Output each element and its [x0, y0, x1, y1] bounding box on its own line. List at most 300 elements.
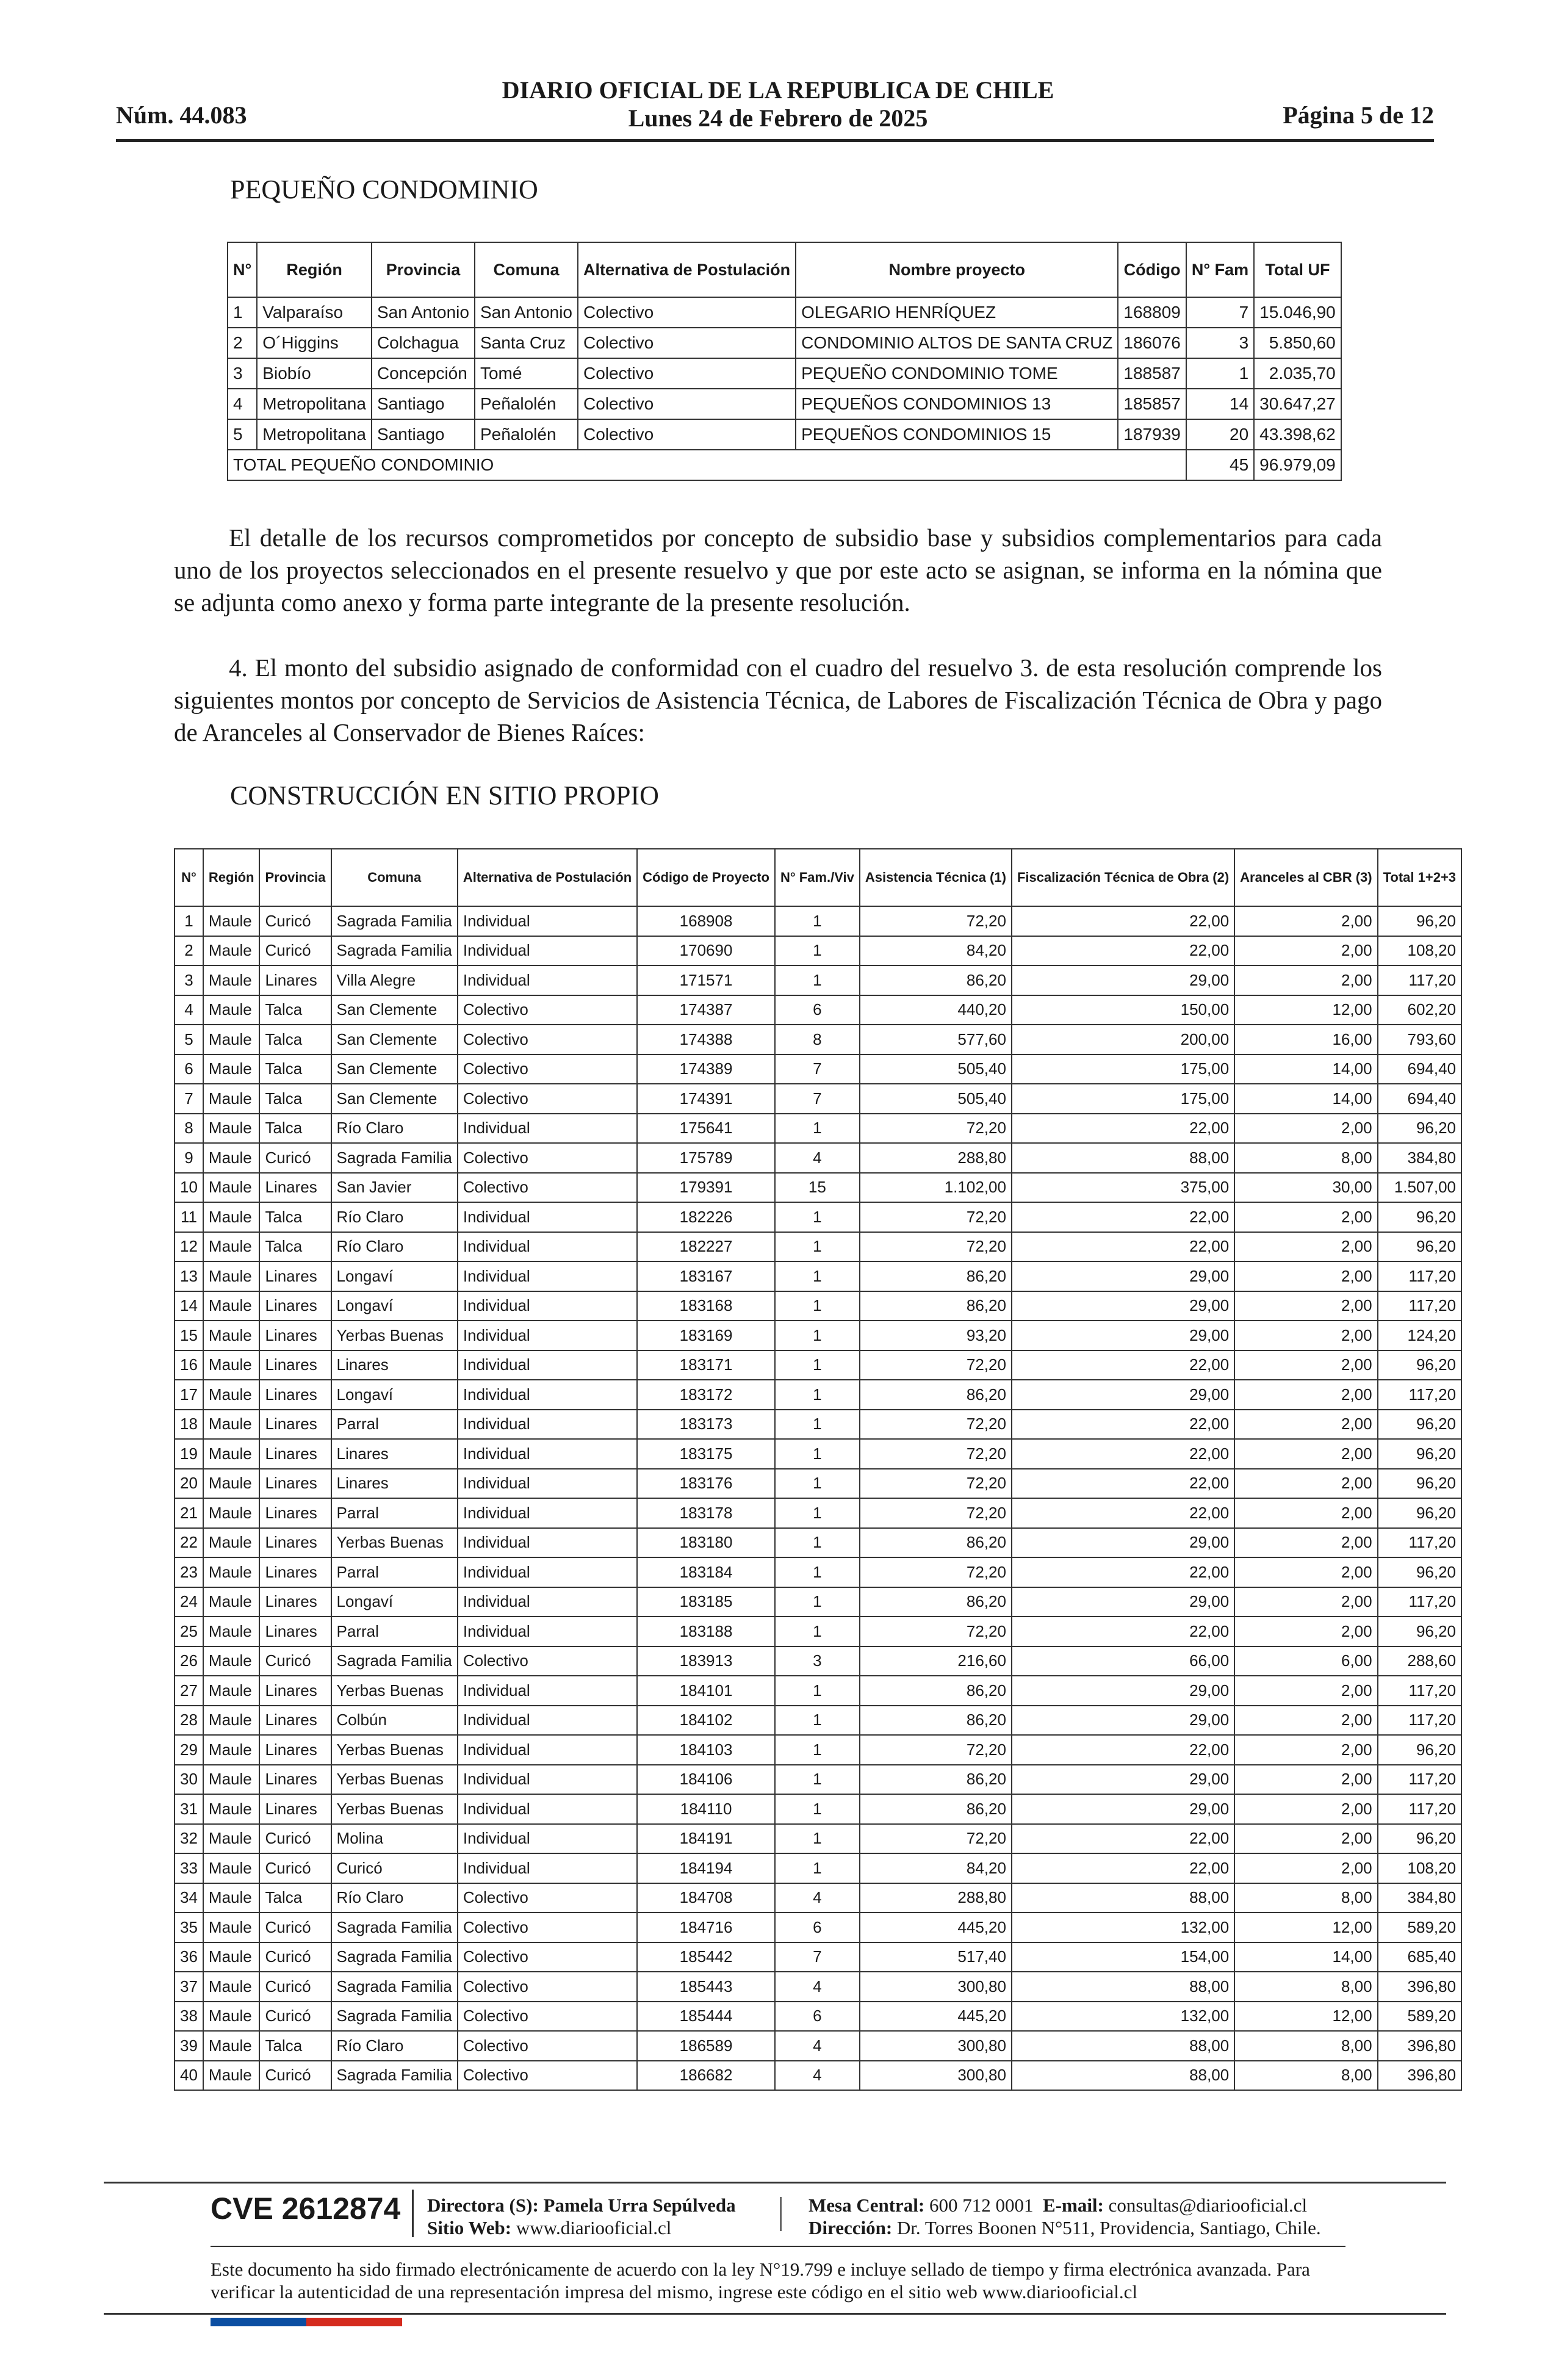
table-cell: 384,80	[1378, 1143, 1461, 1173]
table-cell: Curicó	[259, 2002, 331, 2032]
table-cell: Linares	[259, 965, 331, 995]
web-label: Sitio Web:	[427, 2217, 512, 2238]
table-cell: 375,00	[1012, 1173, 1234, 1203]
table-cell: Individual	[458, 906, 637, 936]
table-cell: Yerbas Buenas	[331, 1528, 458, 1558]
table-cell: 8,00	[1234, 2031, 1377, 2061]
table-cell: 29,00	[1012, 1528, 1234, 1558]
table-cell: Maule	[203, 965, 260, 995]
table-cell: Individual	[458, 1350, 637, 1380]
table-row	[175, 2002, 1461, 2032]
table-cell: Maule	[203, 1498, 260, 1528]
table-cell: Individual	[458, 1706, 637, 1736]
table-cell: 1	[775, 1765, 860, 1795]
table-cell: 22,00	[1012, 1410, 1234, 1440]
table-cell: 31	[175, 1794, 203, 1824]
table-cell: 117,20	[1378, 1261, 1461, 1291]
column-header: Total UF	[1254, 242, 1341, 297]
table-cell: Molina	[331, 1824, 458, 1854]
table-cell: Talca	[259, 2031, 331, 2061]
table-cell: Maule	[203, 1114, 260, 1144]
paragraph-detalle-text: El detalle de los recursos comprometidos por concepto de subsidio base y subsidios complementarios para cada uno de los proyectos seleccionados en el presente resuelvo y que por este acto se asignan, se informa en la nómina que se adjunta como anexo y forma parte integrante de la presente resolución.	[174, 524, 1382, 616]
table-cell: Individual	[458, 1557, 637, 1587]
table-row	[228, 358, 1341, 389]
header-divider	[116, 139, 1434, 142]
table-cell: 184103	[637, 1735, 775, 1765]
table-cell: 132,00	[1012, 1913, 1234, 1942]
table-cell: Curicó	[259, 1942, 331, 1972]
total-row	[228, 450, 1341, 480]
table-cell: 22,00	[1012, 936, 1234, 966]
table-cell: Talca	[259, 1084, 331, 1114]
table-cell: 5.850,60	[1254, 328, 1341, 358]
table-cell: 505,40	[860, 1055, 1012, 1084]
flag-stripe-red	[306, 2318, 402, 2326]
table-cell: Colectivo	[458, 2061, 637, 2091]
table-cell: 96,20	[1378, 1824, 1461, 1854]
table-cell: Sagrada Familia	[331, 1646, 458, 1676]
table-cell: 15.046,90	[1254, 297, 1341, 328]
table-cell: 184106	[637, 1765, 775, 1795]
table-cell: 175,00	[1012, 1084, 1234, 1114]
table-cell: 12	[175, 1232, 203, 1262]
cve-code: CVE 2612874	[211, 2191, 401, 2226]
column-header: Alternativa de Postulación	[578, 242, 796, 297]
table-cell: 14,00	[1234, 1055, 1377, 1084]
table-cell: Colectivo	[458, 1143, 637, 1173]
table-cell: 1	[775, 1528, 860, 1558]
table-cell: 1	[775, 1853, 860, 1883]
table-cell: Individual	[458, 1291, 637, 1321]
table-cell: 7	[175, 1084, 203, 1114]
table-cell: 186589	[637, 2031, 775, 2061]
column-header: N° Fam	[1186, 242, 1254, 297]
table-cell: 2,00	[1234, 1469, 1377, 1499]
table-cell: Maule	[203, 1143, 260, 1173]
table-cell: Parral	[331, 1617, 458, 1646]
table-cell: 183173	[637, 1410, 775, 1440]
table-cell: Linares	[259, 1321, 331, 1350]
table-cell: 184102	[637, 1706, 775, 1736]
table-cell: 4	[775, 1972, 860, 2002]
table-cell: 22,00	[1012, 1439, 1234, 1469]
table-cell: Colectivo	[458, 995, 637, 1025]
table-row	[175, 1498, 1461, 1528]
table-cell: Río Claro	[331, 2031, 458, 2061]
table-cell: 4	[175, 995, 203, 1025]
table-cell: 184194	[637, 1853, 775, 1883]
table-row	[175, 1557, 1461, 1587]
table-cell: 183178	[637, 1498, 775, 1528]
table-cell: Linares	[259, 1676, 331, 1706]
table-cell: 38	[175, 2002, 203, 2032]
table-cell: Linares	[259, 1469, 331, 1499]
table-cell: Maule	[203, 1173, 260, 1203]
table-cell: 1	[775, 1587, 860, 1617]
table-cell: Maule	[203, 1617, 260, 1646]
table-cell: 1	[775, 1469, 860, 1499]
table-cell: 23	[175, 1557, 203, 1587]
table-cell: 2,00	[1234, 1617, 1377, 1646]
table-cell: 183913	[637, 1646, 775, 1676]
table-cell: Talca	[259, 1883, 331, 1913]
table-cell: Maule	[203, 1646, 260, 1676]
table-row	[228, 419, 1341, 450]
table-cell: 2,00	[1234, 1706, 1377, 1736]
table-cell: 589,20	[1378, 2002, 1461, 2032]
email-label: E-mail:	[1043, 2194, 1104, 2216]
table-cell: 22,00	[1012, 1617, 1234, 1646]
table-cell: 1.507,00	[1378, 1173, 1461, 1203]
table-cell: 200,00	[1012, 1025, 1234, 1055]
table-row	[228, 328, 1341, 358]
table-cell: 96,20	[1378, 1498, 1461, 1528]
table-row	[175, 1380, 1461, 1410]
table-cell: 37	[175, 1972, 203, 2002]
table-cell: 186076	[1118, 328, 1186, 358]
email-link[interactable]: consultas@diariooficial.cl	[1108, 2194, 1308, 2216]
table-cell: Talca	[259, 1232, 331, 1262]
table-cell: Río Claro	[331, 1114, 458, 1144]
table-cell: 2,00	[1234, 1528, 1377, 1558]
table-row	[175, 2031, 1461, 2061]
column-header: Comuna	[475, 242, 578, 297]
table-cell: 117,20	[1378, 1528, 1461, 1558]
table-row	[175, 1735, 1461, 1765]
table-cell: Parral	[331, 1557, 458, 1587]
table-cell: 2,00	[1234, 1380, 1377, 1410]
contact-info	[809, 2194, 1321, 2239]
table-cell: 6,00	[1234, 1646, 1377, 1676]
table-cell: Sagrada Familia	[331, 1942, 458, 1972]
table-cell: Curicó	[259, 1913, 331, 1942]
table-cell: 288,60	[1378, 1646, 1461, 1676]
table-cell: 3	[775, 1646, 860, 1676]
table-cell: 15	[175, 1321, 203, 1350]
construccion-sitio-propio-table	[174, 848, 1462, 2091]
table-cell: Santiago	[372, 419, 475, 450]
table-cell: Maule	[203, 1676, 260, 1706]
table-cell: Maule	[203, 1913, 260, 1942]
table-cell: 10	[175, 1173, 203, 1203]
table-cell: 1	[775, 1232, 860, 1262]
table-cell: 22,00	[1012, 1853, 1234, 1883]
address-label: Dirección:	[809, 2217, 893, 2238]
table-cell: Curicó	[259, 1646, 331, 1676]
table-cell: 1	[775, 1202, 860, 1232]
table-cell: 84,20	[860, 1853, 1012, 1883]
table-cell: Concepción	[372, 358, 475, 389]
table-row	[175, 1883, 1461, 1913]
table-cell: 86,20	[860, 1380, 1012, 1410]
table-cell: 22,00	[1012, 1735, 1234, 1765]
table-cell: 72,20	[860, 1824, 1012, 1854]
table-cell: 183167	[637, 1261, 775, 1291]
table-cell: 29,00	[1012, 965, 1234, 995]
table-cell: 11	[175, 1202, 203, 1232]
column-header: Región	[257, 242, 372, 297]
table-cell: 15	[775, 1173, 860, 1203]
table-cell: 174388	[637, 1025, 775, 1055]
table-cell: 577,60	[860, 1025, 1012, 1055]
table-cell: Colbún	[331, 1706, 458, 1736]
total-fam: 45	[1186, 450, 1254, 480]
table-row	[175, 1913, 1461, 1942]
column-header: Provincia	[259, 849, 331, 906]
table-cell: 72,20	[860, 906, 1012, 936]
web-link[interactable]: www.diariooficial.cl	[516, 2217, 672, 2238]
table-cell: 8,00	[1234, 2061, 1377, 2091]
table-cell: 86,20	[860, 1765, 1012, 1795]
table-cell: Individual	[458, 1469, 637, 1499]
table-cell: 29,00	[1012, 1794, 1234, 1824]
table-cell: Yerbas Buenas	[331, 1676, 458, 1706]
table-cell: 16	[175, 1350, 203, 1380]
table-cell: 2,00	[1234, 1587, 1377, 1617]
table-cell: 8,00	[1234, 1143, 1377, 1173]
address-value: Dr. Torres Boonen N°511, Providencia, Santiago, Chile.	[896, 2217, 1321, 2238]
table-cell: 186682	[637, 2061, 775, 2091]
table-cell: 22,00	[1012, 1350, 1234, 1380]
table-cell: San Clemente	[331, 995, 458, 1025]
table-cell: 183171	[637, 1350, 775, 1380]
director-label: Directora (S):	[427, 2194, 539, 2216]
table-cell: Maule	[203, 2061, 260, 2091]
table-cell: 2,00	[1234, 1439, 1377, 1469]
table-row	[175, 1617, 1461, 1646]
total-uf: 96.979,09	[1254, 450, 1341, 480]
table-cell: 168809	[1118, 297, 1186, 328]
table-cell: Linares	[331, 1469, 458, 1499]
table-cell: 12,00	[1234, 1913, 1377, 1942]
table-cell: Individual	[458, 1321, 637, 1350]
table-cell: 72,20	[860, 1469, 1012, 1499]
table-row	[175, 1261, 1461, 1291]
table-cell: Individual	[458, 1587, 637, 1617]
issue-date: Lunes 24 de Febrero de 2025	[628, 104, 928, 132]
table-cell: 117,20	[1378, 1794, 1461, 1824]
column-header: Comuna	[331, 849, 458, 906]
table-row	[175, 965, 1461, 995]
table-cell: 1	[775, 936, 860, 966]
table-cell: 124,20	[1378, 1321, 1461, 1350]
table-cell: 8,00	[1234, 1883, 1377, 1913]
footer-divider	[211, 2246, 1345, 2247]
column-header: Alternativa de Postulación	[458, 849, 637, 906]
table-cell: 84,20	[860, 936, 1012, 966]
table-cell: Maule	[203, 936, 260, 966]
table-cell: 1	[775, 906, 860, 936]
table-cell: Individual	[458, 1676, 637, 1706]
table-cell: 108,20	[1378, 936, 1461, 966]
table-cell: 183176	[637, 1469, 775, 1499]
table-cell: Maule	[203, 1942, 260, 1972]
table-cell: 1	[775, 1617, 860, 1646]
column-header: Total 1+2+3	[1378, 849, 1461, 906]
table-header-row	[175, 849, 1461, 906]
table-cell: 1	[1186, 358, 1254, 389]
table-cell: Río Claro	[331, 1883, 458, 1913]
table-cell: 183180	[637, 1528, 775, 1558]
table-cell: 29,00	[1012, 1587, 1234, 1617]
table-cell: Maule	[203, 1202, 260, 1232]
table-cell: Villa Alegre	[331, 965, 458, 995]
table-row	[175, 1143, 1461, 1173]
table-cell: 6	[175, 1055, 203, 1084]
signature-note: Este documento ha sido firmado electrónicamente de acuerdo con la ley N°19.799 e incluye sellado de tiempo y firma electrónica avanzada. Para verificar la autenticidad de una representación impresa del mismo, ingrese este código en el sitio web www.diariooficial.cl	[211, 2259, 1310, 2302]
table-cell: Colectivo	[458, 1084, 637, 1114]
table-cell: Sagrada Familia	[331, 906, 458, 936]
table-cell: Individual	[458, 936, 637, 966]
table-cell: Individual	[458, 1202, 637, 1232]
table-cell: 32	[175, 1824, 203, 1854]
table-cell: Curicó	[259, 1143, 331, 1173]
table-cell: Linares	[259, 1261, 331, 1291]
table-cell: 16,00	[1234, 1025, 1377, 1055]
table-cell: Individual	[458, 1765, 637, 1795]
table-cell: 40	[175, 2061, 203, 2091]
table-cell: 24	[175, 1587, 203, 1617]
table-cell: Maule	[203, 1025, 260, 1055]
table-cell: Longaví	[331, 1380, 458, 1410]
footer-separator	[780, 2197, 782, 2231]
table-cell: 183175	[637, 1439, 775, 1469]
table-cell: 1	[775, 1410, 860, 1440]
table-cell: 13	[175, 1261, 203, 1291]
table-cell: 396,80	[1378, 2061, 1461, 2091]
table-cell: Maule	[203, 1380, 260, 1410]
table-cell: 20	[1186, 419, 1254, 450]
table-cell: 2,00	[1234, 1291, 1377, 1321]
table-row	[175, 1646, 1461, 1676]
section-title-construccion: CONSTRUCCIÓN EN SITIO PROPIO	[230, 781, 659, 810]
table-cell: 1	[775, 1291, 860, 1321]
table-row	[175, 1084, 1461, 1114]
table-cell: 150,00	[1012, 995, 1234, 1025]
table-cell: 2,00	[1234, 1114, 1377, 1144]
table-cell: Colectivo	[578, 419, 796, 450]
table-cell: 170690	[637, 936, 775, 966]
table-cell: Biobío	[257, 358, 372, 389]
table-cell: 117,20	[1378, 1765, 1461, 1795]
table-cell: 22,00	[1012, 1824, 1234, 1854]
table-cell: Río Claro	[331, 1202, 458, 1232]
table-cell: Colectivo	[458, 1025, 637, 1055]
table-cell: Maule	[203, 1055, 260, 1084]
table-cell: 694,40	[1378, 1055, 1461, 1084]
table-cell: 3	[228, 358, 257, 389]
table-cell: 445,20	[860, 2002, 1012, 2032]
table-cell: 29	[175, 1735, 203, 1765]
table-cell: 86,20	[860, 1261, 1012, 1291]
table-row	[175, 1942, 1461, 1972]
table-cell: 96,20	[1378, 1735, 1461, 1765]
table-cell: Linares	[259, 1587, 331, 1617]
table-cell: 440,20	[860, 995, 1012, 1025]
column-header: Región	[203, 849, 260, 906]
table-cell: 1	[775, 1350, 860, 1380]
table-cell: Individual	[458, 1114, 637, 1144]
table-cell: 171571	[637, 965, 775, 995]
table-row	[175, 1765, 1461, 1795]
table-cell: 36	[175, 1942, 203, 1972]
table-cell: 96,20	[1378, 1114, 1461, 1144]
table-cell: PEQUEÑOS CONDOMINIOS 13	[796, 389, 1118, 419]
table-cell: 288,80	[860, 1883, 1012, 1913]
table-cell: 300,80	[860, 2061, 1012, 2091]
table-cell: Maule	[203, 2002, 260, 2032]
table-cell: Longaví	[331, 1261, 458, 1291]
table-cell: 72,20	[860, 1557, 1012, 1587]
table-cell: 4	[775, 1143, 860, 1173]
table-cell: Valparaíso	[257, 297, 372, 328]
table-cell: 685,40	[1378, 1942, 1461, 1972]
table-row	[175, 1706, 1461, 1736]
table-cell: 2,00	[1234, 1676, 1377, 1706]
table-cell: 300,80	[860, 1972, 1012, 2002]
table-cell: Linares	[259, 1557, 331, 1587]
table-cell: Linares	[259, 1350, 331, 1380]
table-row	[175, 1853, 1461, 1883]
phone-label: Mesa Central:	[809, 2194, 925, 2216]
table-cell: 184716	[637, 1913, 775, 1942]
table-cell: 6	[775, 1913, 860, 1942]
table-cell: 384,80	[1378, 1883, 1461, 1913]
table-cell: 72,20	[860, 1735, 1012, 1765]
table-cell: Maule	[203, 1794, 260, 1824]
table-cell: Linares	[259, 1617, 331, 1646]
table-cell: Yerbas Buenas	[331, 1794, 458, 1824]
table-cell: Linares	[259, 1794, 331, 1824]
table-cell: Maule	[203, 995, 260, 1025]
table-cell: 72,20	[860, 1114, 1012, 1144]
director-name: Pamela Urra Sepúlveda	[543, 2194, 736, 2216]
table-cell: 1	[775, 1706, 860, 1736]
table-cell: Colectivo	[458, 1883, 637, 1913]
table-cell: Colectivo	[458, 1646, 637, 1676]
table-cell: 22,00	[1012, 1498, 1234, 1528]
table-cell: 4	[775, 2061, 860, 2091]
table-cell: 300,80	[860, 2031, 1012, 2061]
table-cell: 2	[228, 328, 257, 358]
table-cell: Individual	[458, 1824, 637, 1854]
table-cell: Linares	[259, 1439, 331, 1469]
table-cell: Individual	[458, 1261, 637, 1291]
table-cell: 96,20	[1378, 1617, 1461, 1646]
table-cell: Talca	[259, 1055, 331, 1084]
table-cell: 96,20	[1378, 1410, 1461, 1440]
issue-number: Núm. 44.083	[116, 101, 247, 129]
table-cell: 117,20	[1378, 1380, 1461, 1410]
table-cell: Individual	[458, 1617, 637, 1646]
table-cell: Linares	[259, 1735, 331, 1765]
table-cell: 2,00	[1234, 1232, 1377, 1262]
table-cell: CONDOMINIO ALTOS DE SANTA CRUZ	[796, 328, 1118, 358]
table-cell: 72,20	[860, 1232, 1012, 1262]
table-cell: 29,00	[1012, 1291, 1234, 1321]
table-cell: Maule	[203, 1557, 260, 1587]
column-header: Nombre proyecto	[796, 242, 1118, 297]
table-row	[175, 1202, 1461, 1232]
table-row	[175, 1469, 1461, 1499]
table-cell: 66,00	[1012, 1646, 1234, 1676]
table-cell: 34	[175, 1883, 203, 1913]
table-cell: Colectivo	[458, 1173, 637, 1203]
table-cell: Individual	[458, 1498, 637, 1528]
table-cell: 96,20	[1378, 1350, 1461, 1380]
table-cell: 12,00	[1234, 2002, 1377, 2032]
table-cell: 1	[775, 1498, 860, 1528]
